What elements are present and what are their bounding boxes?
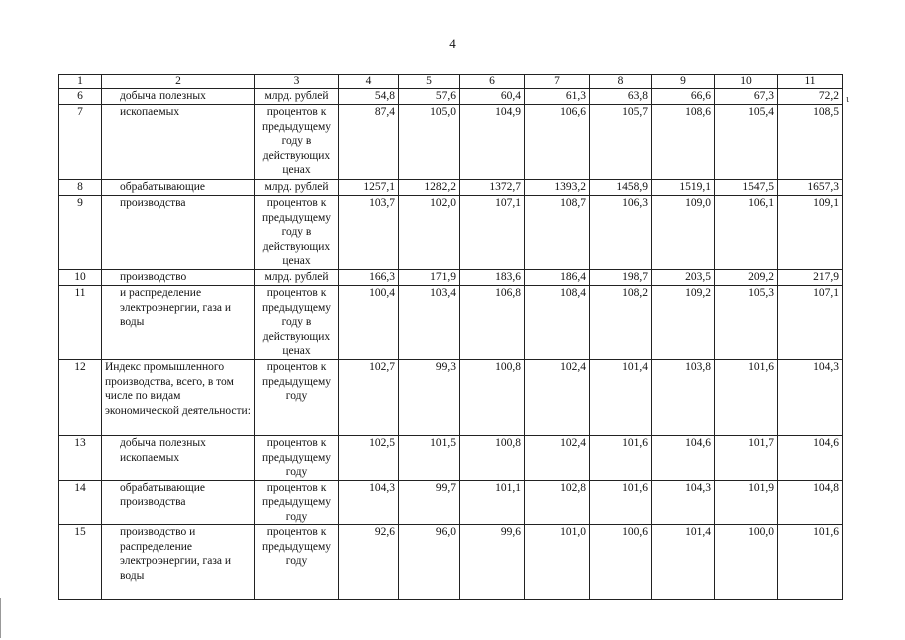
row-unit: процентов к предыдущему году в действующих ценах [255,105,339,180]
header-cell: 8 [590,75,652,89]
value-cell: 1547,5 [715,180,778,196]
row-unit: процентов к предыдущему году [255,436,339,481]
value-cell: 104,3 [339,480,399,525]
value-cell: 102,7 [339,360,399,436]
value-cell: 186,4 [525,270,590,286]
value-cell: 100,8 [460,360,525,436]
value-cell: 106,3 [590,196,652,270]
value-cell: 100,8 [460,436,525,481]
value-cell: 60,4 [460,89,525,105]
value-cell: 109,2 [652,286,715,360]
value-cell: 108,7 [525,196,590,270]
value-cell: 103,4 [399,286,460,360]
value-cell: 217,9 [778,270,843,286]
value-cell: 1458,9 [590,180,652,196]
header-cell: 3 [255,75,339,89]
header-cell: 2 [102,75,255,89]
value-cell: 101,0 [525,525,590,600]
value-cell: 54,8 [339,89,399,105]
header-cell: 11 [778,75,843,89]
value-cell: 198,7 [590,270,652,286]
value-cell: 108,6 [652,105,715,180]
row-unit: млрд. рублей [255,180,339,196]
header-cell: 7 [525,75,590,89]
value-cell: 104,3 [778,360,843,436]
value-cell: 102,0 [399,196,460,270]
value-cell: 101,6 [715,360,778,436]
row-name: и распределение электроэнергии, газа и воды [102,286,255,360]
row-name: производство [102,270,255,286]
row-unit: процентов к предыдущему году [255,525,339,600]
row-unit: процентов к предыдущему году [255,480,339,525]
row-unit: млрд. рублей [255,89,339,105]
table-row [59,360,843,436]
row-unit: процентов к предыдущему году в действующих ценах [255,196,339,270]
value-cell: 106,1 [715,196,778,270]
value-cell: 1257,1 [339,180,399,196]
value-cell: 102,8 [525,480,590,525]
scan-artifact: ι [846,93,849,105]
value-cell: 105,0 [399,105,460,180]
data-table [58,74,843,600]
header-cell: 9 [652,75,715,89]
value-cell: 1657,3 [778,180,843,196]
value-cell: 102,4 [525,360,590,436]
scan-edge-mark [0,598,1,638]
row-name: добыча полезных ископаемых [102,436,255,481]
row-number: 7 [59,105,102,180]
row-name: ископаемых [102,105,255,180]
row-number: 12 [59,360,102,436]
value-cell: 96,0 [399,525,460,600]
row-unit: млрд. рублей [255,270,339,286]
value-cell: 99,7 [399,480,460,525]
value-cell: 166,3 [339,270,399,286]
value-cell: 106,6 [525,105,590,180]
row-unit: процентов к предыдущему году в действующих ценах [255,286,339,360]
value-cell: 1393,2 [525,180,590,196]
value-cell: 102,4 [525,436,590,481]
value-cell: 101,7 [715,436,778,481]
row-number: 9 [59,196,102,270]
value-cell: 101,6 [778,525,843,600]
table-row [59,436,843,481]
value-cell: 104,6 [778,436,843,481]
value-cell: 101,5 [399,436,460,481]
value-cell: 108,4 [525,286,590,360]
value-cell: 72,2 [778,89,843,105]
row-name: производства [102,196,255,270]
header-cell: 10 [715,75,778,89]
value-cell: 99,6 [460,525,525,600]
row-number: 10 [59,270,102,286]
value-cell: 108,2 [590,286,652,360]
row-name: обрабатывающие [102,180,255,196]
value-cell: 66,6 [652,89,715,105]
row-number: 8 [59,180,102,196]
row-name: Индекс промышленного производства, всего, в том числе по видам экономической деятельности: [102,360,255,436]
value-cell: 109,1 [778,196,843,270]
row-number: 13 [59,436,102,481]
table-row [59,196,843,270]
row-number: 15 [59,525,102,600]
value-cell: 101,6 [590,480,652,525]
table-row [59,180,843,196]
value-cell: 101,4 [652,525,715,600]
table-row [59,286,843,360]
value-cell: 101,6 [590,436,652,481]
value-cell: 209,2 [715,270,778,286]
row-name: добыча полезных [102,89,255,105]
row-number: 6 [59,89,102,105]
value-cell: 104,9 [460,105,525,180]
value-cell: 104,6 [652,436,715,481]
table-row [59,270,843,286]
value-cell: 67,3 [715,89,778,105]
table-row [59,480,843,525]
value-cell: 1372,7 [460,180,525,196]
value-cell: 101,1 [460,480,525,525]
header-cell: 4 [339,75,399,89]
value-cell: 63,8 [590,89,652,105]
row-number: 11 [59,286,102,360]
value-cell: 100,6 [590,525,652,600]
header-cell: 5 [399,75,460,89]
value-cell: 103,8 [652,360,715,436]
header-row [59,75,843,89]
value-cell: 106,8 [460,286,525,360]
value-cell: 100,4 [339,286,399,360]
row-unit: процентов к предыдущему году [255,360,339,436]
value-cell: 100,0 [715,525,778,600]
header-cell: 1 [59,75,102,89]
value-cell: 183,6 [460,270,525,286]
value-cell: 105,4 [715,105,778,180]
value-cell: 104,3 [652,480,715,525]
table-row [59,89,843,105]
value-cell: 101,4 [590,360,652,436]
page-number: 4 [449,36,456,51]
value-cell: 87,4 [339,105,399,180]
value-cell: 103,7 [339,196,399,270]
table-row [59,525,843,600]
value-cell: 101,9 [715,480,778,525]
value-cell: 92,6 [339,525,399,600]
value-cell: 104,8 [778,480,843,525]
value-cell: 1282,2 [399,180,460,196]
value-cell: 108,5 [778,105,843,180]
header-cell: 6 [460,75,525,89]
value-cell: 203,5 [652,270,715,286]
row-name: обрабатывающие производства [102,480,255,525]
value-cell: 107,1 [778,286,843,360]
row-name: производство и распределение электроэнергии, газа и воды [102,525,255,600]
value-cell: 61,3 [525,89,590,105]
value-cell: 171,9 [399,270,460,286]
value-cell: 57,6 [399,89,460,105]
value-cell: 105,7 [590,105,652,180]
value-cell: 1519,1 [652,180,715,196]
value-cell: 99,3 [399,360,460,436]
value-cell: 105,3 [715,286,778,360]
value-cell: 102,5 [339,436,399,481]
table-row [59,105,843,180]
value-cell: 109,0 [652,196,715,270]
row-number: 14 [59,480,102,525]
value-cell: 107,1 [460,196,525,270]
